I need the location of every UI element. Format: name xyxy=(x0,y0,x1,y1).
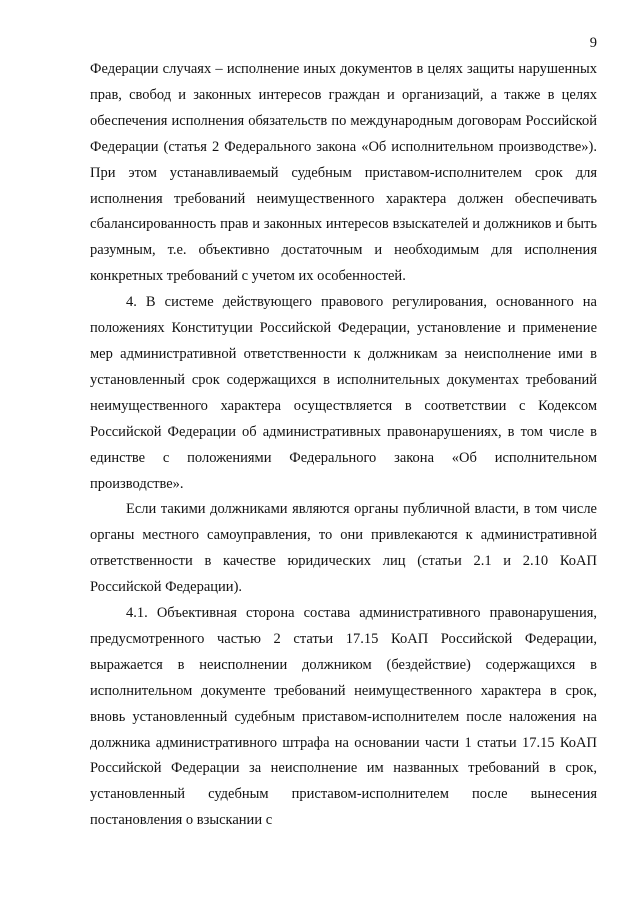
paragraph-3: Если такими должниками являются органы публичной власти, в том числе органы местного самоуправления, то они привлекаются к административной ответственности в качестве юридических лиц (статьи 2.1 и 2.10 КоАП Российской Федерации). xyxy=(90,501,597,596)
paragraph-2: 4. В системе действующего правового регулирования, основанного на положениях Конституции Российской Федерации, установление и применение мер административной ответственности к должникам за неисполнение ими в установленный срок содержащихся в исполнительных документах требований неимущественного характера осуществляется в соответствии с Кодексом Российской Федерации об административных правонарушениях, в том числе в единстве с положениями Федерального закона «Об исполнительном производстве». xyxy=(90,294,597,492)
document-body xyxy=(90,57,597,834)
paragraph-1: Федерации случаях – исполнение иных документов в целях защиты нарушенных прав, свобод и законных интересов граждан и организаций, а также в целях обеспечения исполнения обязательств по международным договорам Российской Федерации (статья 2 Федерального закона «Об исполнительном производстве»). При этом устанавливаемый судебным приставом-исполнителем срок для исполнения требований неимущественного характера должен обеспечивать сбалансированность прав и законных интересов взыскателей и должников и быть разумным, т.е. объективно достаточным и необходимым для исполнения конкретных требований с учетом их особенностей. xyxy=(90,61,597,285)
page-number: 9 xyxy=(589,35,597,51)
paragraph-4: 4.1. Объективная сторона состава административного правонарушения, предусмотренного частью 2 статьи 17.15 КоАП Российской Федерации, выражается в неисполнении должником (бездействие) содержащихся в исполнительном документе требований неимущественного характера в срок, вновь установленный судебным приставом-исполнителем после наложения на должника административного штрафа на основании части 1 статьи 17.15 КоАП Российской Федерации за неисполнение им названных требований в срок, установленный судебным приставом-исполнителем после вынесения постановления о взыскании с xyxy=(90,605,597,829)
